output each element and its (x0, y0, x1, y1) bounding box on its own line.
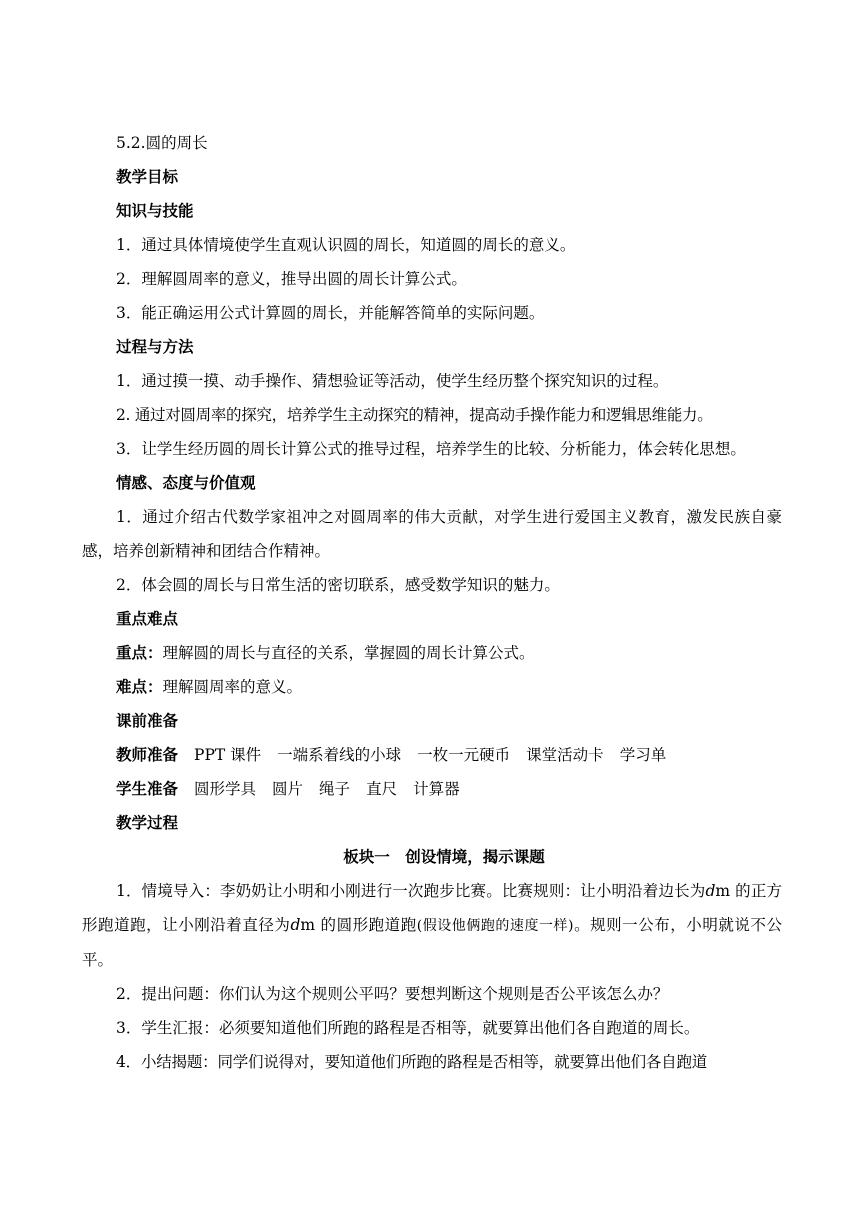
paragraph-question: 2．提出问题：你们认为这个规则公平吗？要想判断这个规则是否公平该怎么办？ (116, 985, 669, 1003)
teacher-prep-line (82, 738, 782, 772)
paragraph-student-report: 3．学生汇报：必须要知道他们所跑的路程是否相等，就要算出他们各自跑道的周长。 (116, 1019, 700, 1037)
paragraph-note: (假设他俩跑的速度一样) (416, 918, 574, 934)
paragraph-text: 。规则一公布，小明就说不公平。 (82, 916, 782, 969)
student-prep-item: 计算器 (413, 780, 460, 798)
teacher-prep-item: 一枚一元硬币 (417, 746, 511, 764)
student-prep-item: 圆片 (272, 780, 304, 798)
student-prep-item: 圆形学具 (194, 780, 257, 798)
paragraph-text: 1．情境导入：李奶奶让小明和小刚进行一次跑步比赛。比赛规则：让小明沿着边长为 (116, 882, 706, 900)
paragraph-summary: 4．小结揭题：同学们说得对，要知道他们所跑的路程是否相等，就要算出他们各自跑道 (116, 1053, 708, 1071)
difficult-point-text: 理解圆周率的意义。 (162, 678, 303, 696)
student-prep-item: 绳子 (319, 780, 351, 798)
heading-preparation: 课前准备 (116, 712, 179, 730)
student-prep-item: 直尺 (366, 780, 398, 798)
process-item-1: 1．通过摸一摸、动手操作、猜想验证等活动，使学生经历整个探究知识的过程。 (116, 372, 669, 390)
key-point-text: 理解圆的周长与直径的关系，掌握圆的周长计算公式。 (162, 644, 535, 662)
heading-process-methods: 过程与方法 (116, 338, 194, 356)
teacher-prep-item: 一端系着线的小球 (277, 746, 402, 764)
heading-teaching-process: 教学过程 (116, 814, 179, 832)
difficult-point-line (82, 670, 782, 704)
heading-key-difficult-points: 重点难点 (116, 610, 179, 628)
heading-teaching-goals: 教学目标 (116, 168, 179, 186)
paragraph-situation-intro (82, 874, 782, 977)
knowledge-item-3: 3．能正确运用公式计算圆的周长，并能解答简单的实际问题。 (116, 304, 545, 322)
block-one-title: 板块一 创设情境，揭示课题 (343, 848, 545, 866)
teacher-prep-item: PPT 课件 (194, 746, 262, 764)
emotion-item-2: 2．体会圆的周长与日常生活的密切联系，感受数学知识的魅力。 (116, 576, 560, 594)
paragraph-text: m 的圆形跑道跑 (300, 916, 417, 934)
heading-emotion-values: 情感、态度与价值观 (116, 474, 256, 492)
key-point-label: 重点： (116, 644, 163, 662)
emotion-item-1: 1．通过介绍古代数学家祖冲之对圆周率的伟大贡献，对学生进行爱国主义教育，激发民族自豪感，培养创新精神和团结合作精神。 (82, 508, 782, 560)
difficult-point-label: 难点： (116, 678, 163, 696)
key-point-line (82, 636, 782, 670)
document-content (82, 126, 782, 1079)
process-item-3: 3．让学生经历圆的周长计算公式的推导过程，培养学生的比较、分析能力，体会转化思想。 (116, 440, 746, 458)
knowledge-item-1: 1．通过具体情境使学生直观认识圆的周长，知道圆的周长的意义。 (116, 236, 576, 254)
student-prep-line (82, 772, 782, 806)
lesson-title: 5.2.圆的周长 (116, 134, 208, 152)
student-prep-label: 学生准备 (116, 780, 179, 798)
teacher-prep-item: 课堂活动卡 (526, 746, 604, 764)
variable-d: d (290, 916, 301, 934)
teacher-prep-label: 教师准备 (116, 746, 179, 764)
process-item-2: 2. 通过对圆周率的探究，培养学生主动探究的精神，提高动手操作能力和逻辑思维能力。 (116, 406, 713, 424)
paragraph-text: m 的正方形跑道跑，让小刚沿着直径为 (82, 882, 782, 934)
heading-knowledge-skills: 知识与技能 (116, 202, 194, 220)
variable-d: d (705, 882, 716, 900)
knowledge-item-2: 2．理解圆周率的意义，推导出圆的周长计算公式。 (116, 270, 467, 288)
teacher-prep-item: 学习单 (619, 746, 667, 764)
